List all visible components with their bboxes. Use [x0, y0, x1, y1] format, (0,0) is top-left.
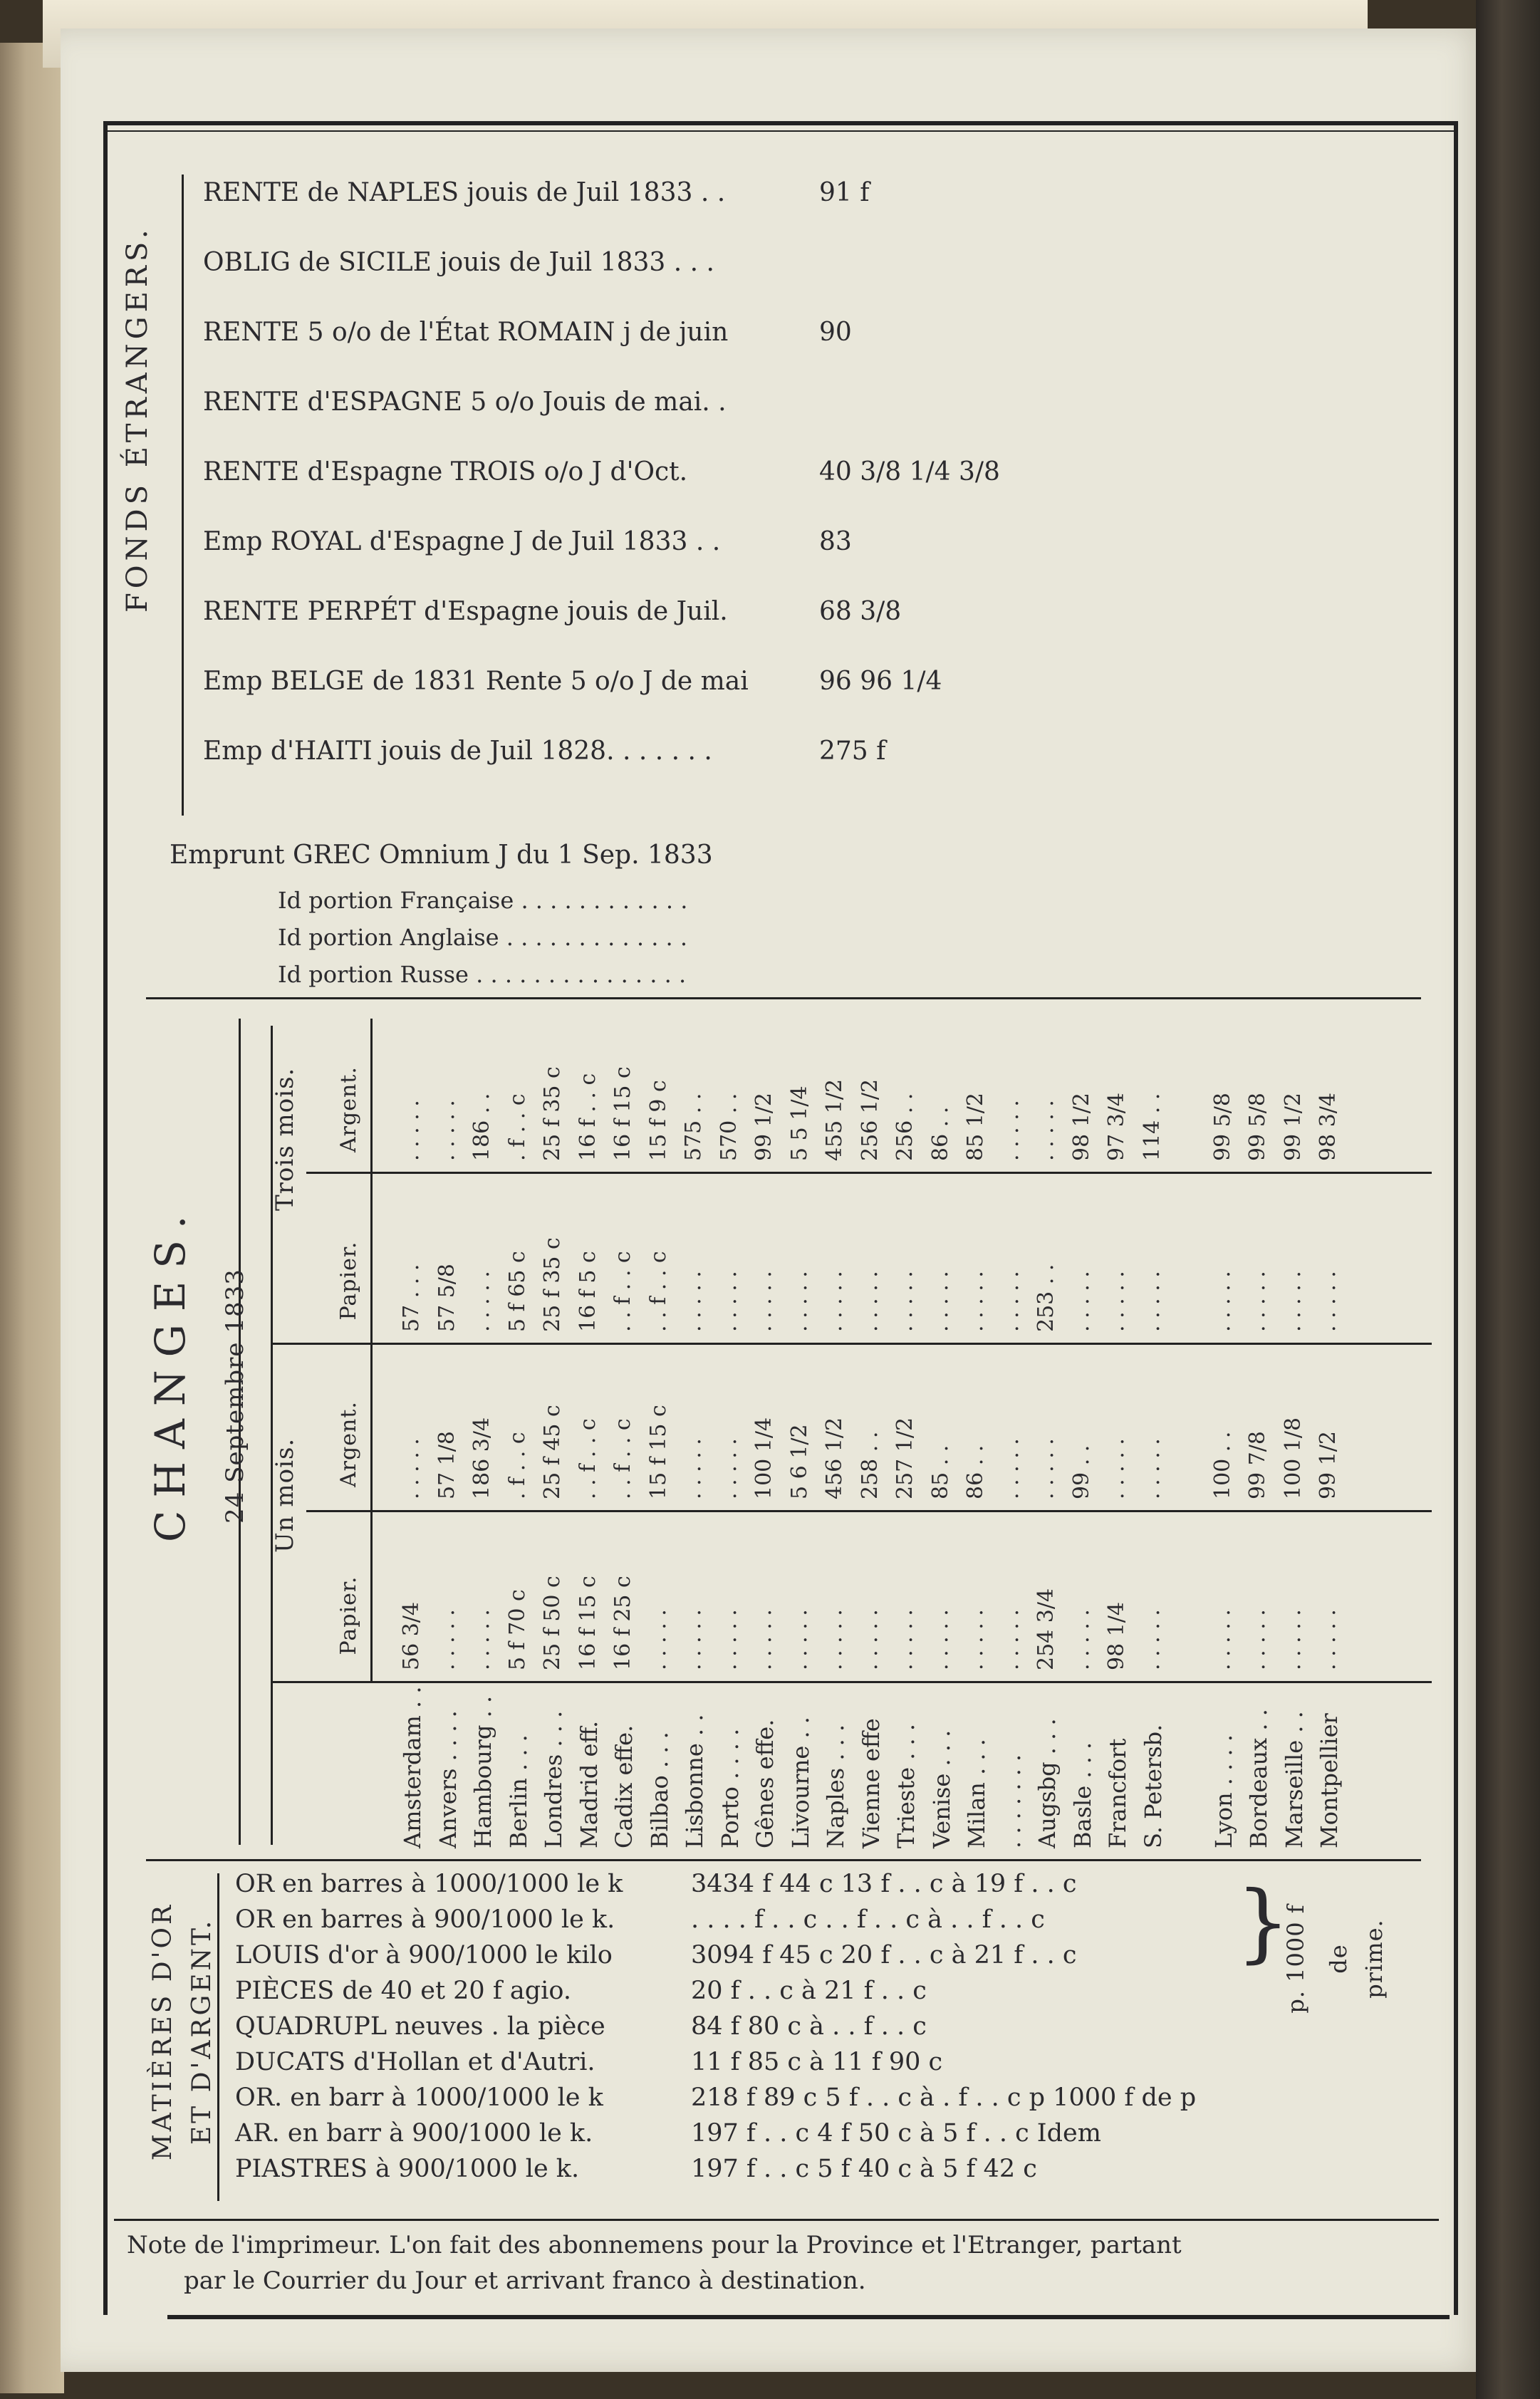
trois-mois-papier-cell: . . . . .	[1245, 1271, 1270, 1332]
fonds-row-label: RENTE d'Espagne TROIS o/o J d'Oct.	[203, 457, 688, 486]
fonds-row-label: OBLIG de SICILE jouis de Juil 1833 . . .	[203, 248, 714, 277]
changes-city: Francfort	[1104, 1738, 1131, 1848]
changes-date: 24 Septembre 1833	[221, 1269, 249, 1524]
un-mois-papier-cell: . . . . .	[1245, 1609, 1270, 1670]
un-mois-argent-cell: 25 f 45 c	[540, 1405, 565, 1499]
trois-mois-argent-cell: . . . . .	[399, 1100, 424, 1161]
changes-city: Livourne . .	[786, 1717, 814, 1848]
un-mois-papier-cell: 98 1/4	[1104, 1602, 1129, 1670]
trois-mois-argent-cell: . . . . .	[434, 1100, 459, 1161]
changes-city: Bilbao . . .	[645, 1732, 673, 1848]
trois-mois-papier-cell: . . . . .	[998, 1271, 1024, 1332]
changes-city: Naples . . .	[822, 1724, 849, 1848]
changes-label: CHANGES.	[146, 1202, 194, 1542]
changes-city: S. Petersb.	[1139, 1724, 1167, 1848]
un-mois-argent-cell: . . . . .	[716, 1438, 742, 1499]
changes-city: Basle . . .	[1068, 1742, 1096, 1848]
trois-mois-papier-cell: 5 f 65 c	[504, 1251, 530, 1332]
trois-mois-papier-cell: 57 5/8	[434, 1264, 459, 1332]
un-mois-papier-cell: . . . . .	[927, 1609, 953, 1670]
prime-note-1: p. 1000 f	[1282, 1904, 1309, 2014]
un-mois-argent-cell: 99 1/2	[1316, 1431, 1341, 1499]
un-mois-papier-cell: . . . . .	[963, 1609, 988, 1670]
book-page-edges	[0, 43, 64, 2393]
un-mois-argent-cell: 100 1/8	[1280, 1417, 1306, 1499]
un-mois-argent-label: Argent.	[336, 1401, 361, 1487]
trois-mois-argent-cell: 99 5/8	[1245, 1093, 1270, 1161]
un-mois-papier-cell: . . . . .	[893, 1609, 917, 1670]
fonds-row-label: RENTE d'ESPAGNE 5 o/o Jouis de mai. .	[203, 387, 727, 417]
trois-mois-papier-cell: . . . . .	[1209, 1271, 1235, 1332]
un-mois-argent-cell: . . . . .	[998, 1438, 1024, 1499]
un-mois-papier-cell: . . . . .	[857, 1609, 883, 1670]
matieres-label-2: ET D'ARGENT.	[187, 1917, 217, 2145]
trois-mois-argent-cell: . f . . c	[504, 1093, 530, 1161]
fonds-row-value: 91 f	[819, 178, 870, 207]
trois-mois-papier-cell: . . . . .	[857, 1271, 883, 1332]
un-mois-argent-cell: . . f . . c	[575, 1418, 600, 1499]
un-mois-argent-cell: . f . . c	[504, 1432, 530, 1499]
trois-mois-argent-cell: 85 1/2	[963, 1093, 988, 1161]
fonds-row-label: RENTE de NAPLES jouis de Juil 1833 . .	[203, 178, 726, 207]
matieres-row-value: 197 f . . c 4 f 50 c à 5 f . . c Idem	[691, 2119, 1101, 2148]
trois-mois-papier-cell: . . . . .	[469, 1271, 494, 1332]
trois-mois-papier-cell: . . . . .	[963, 1271, 988, 1332]
trois-mois-papier-cell: 25 f 35 c	[540, 1237, 565, 1332]
fonds-row	[203, 527, 852, 556]
fonds-row-label: RENTE 5 o/o de l'État ROMAIN j de juin	[203, 318, 729, 347]
changes-city: Vienne effe	[857, 1718, 885, 1848]
changes-matieres-separator	[146, 1859, 1421, 1861]
trois-mois-argent-cell: 16 f 15 c	[610, 1066, 635, 1161]
trois-mois-argent-cell: 15 f 9 c	[645, 1080, 671, 1161]
matieres-divider	[217, 1873, 219, 2201]
trois-mois-papier-cell: . . . . .	[1280, 1271, 1306, 1332]
un-mois-argent-cell: 57 1/8	[434, 1431, 459, 1499]
fonds-row	[203, 457, 1000, 486]
un-mois-papier-cell: 16 f 25 c	[610, 1576, 635, 1670]
matieres-row-label: OR en barres à 900/1000 le k.	[235, 1905, 615, 1934]
fonds-row-label: RENTE PERPÉT d'Espagne jouis de Juil.	[203, 597, 728, 626]
un-mois-papier-cell: . . . . .	[1316, 1609, 1341, 1670]
un-mois-argent-cell: . . . . .	[399, 1438, 424, 1499]
trois-mois-label: Trois mois.	[271, 1067, 299, 1211]
matieres-row-value: 218 f 89 c 5 f . . c à . f . . c p 1000 f de p	[691, 2083, 1197, 2112]
trois-mois-papier-cell: . . . . .	[786, 1271, 812, 1332]
trois-mois-papier-cell: . . . . .	[1139, 1271, 1165, 1332]
matieres-row-value: 20 f . . c à 21 f . . c	[691, 1977, 927, 2005]
changes-city: Amsterdam . .	[399, 1686, 426, 1848]
fonds-row-value: 83	[819, 527, 852, 556]
changes-city: Londres . . .	[540, 1710, 567, 1848]
note-separator	[114, 2219, 1439, 2221]
un-mois-papier-cell: . . . . .	[1280, 1609, 1306, 1670]
un-mois-argent-cell: 186 3/4	[469, 1417, 494, 1499]
fonds-row	[203, 597, 902, 626]
fonds-row-label: Emp BELGE de 1831 Rente 5 o/o J de mai	[203, 667, 749, 696]
fonds-row-value: 40 3/8 1/4 3/8	[819, 457, 1000, 486]
trois-mois-papier-cell: . . . . .	[927, 1271, 953, 1332]
fonds-row-value: 96 96 1/4	[819, 667, 942, 696]
un-mois-papier-cell: . . . . .	[751, 1609, 776, 1670]
matieres-row-label: PIÈCES de 40 et 20 f agio.	[235, 1977, 571, 2005]
changes-city: Cadix effe.	[610, 1724, 638, 1848]
matieres-row-value: 197 f . . c 5 f 40 c à 5 f 42 c	[691, 2155, 1037, 2183]
matieres-row-value: 84 f 80 c à . . f . . c	[691, 2012, 927, 2041]
changes-city: Augsbg . . .	[1034, 1718, 1061, 1848]
matieres-label-1: MATIÈRES D'OR	[148, 1902, 177, 2161]
changes-city: Madrid eff.	[575, 1720, 603, 1848]
label-column-divider	[370, 1019, 373, 1681]
un-mois-argent-cell: 86 . .	[963, 1445, 988, 1499]
matieres-row-label: OR. en barr à 1000/1000 le k	[235, 2083, 603, 2112]
trois-mois-papier-cell: . . . . .	[822, 1271, 847, 1332]
changes-city: . . . . . . .	[998, 1754, 1026, 1848]
fonds-row-value: 90	[819, 318, 852, 347]
un-mois-argent-cell: 100 . .	[1209, 1431, 1235, 1499]
changes-city: Marseille . .	[1280, 1711, 1308, 1848]
trois-mois-papier-cell: . . . . .	[893, 1271, 917, 1332]
changes-city: Lisbonne . .	[681, 1714, 708, 1848]
trois-mois-argent-cell: . . . . .	[1034, 1100, 1058, 1161]
matieres-row-value: 11 f 85 c à 11 f 90 c	[691, 2048, 943, 2076]
fonds-row-label: Emp d'HAITI jouis de Juil 1828. . . . . . .	[203, 737, 712, 766]
changes-city: Bordeaux . .	[1245, 1709, 1272, 1848]
un-mois-argent-cell: 85 . .	[927, 1445, 953, 1499]
matieres-row-label: AR. en barr à 900/1000 le k.	[235, 2119, 593, 2148]
matieres-row-label: LOUIS d'or à 900/1000 le kilo	[235, 1941, 613, 1969]
changes-city: Berlin . . .	[504, 1734, 532, 1848]
fonds-row	[203, 318, 852, 347]
trois-mois-argent-cell: 98 3/4	[1316, 1093, 1341, 1161]
un-mois-argent-cell: 99 7/8	[1245, 1431, 1270, 1499]
trois-mois-argent-cell: 99 5/8	[1209, 1093, 1235, 1161]
un-mois-argent-cell: 456 1/2	[822, 1417, 847, 1499]
un-mois-argent-cell: . . f . . c	[610, 1418, 635, 1499]
un-mois-papier-cell: . . . . .	[681, 1609, 706, 1670]
un-mois-papier-cell: . . . . .	[434, 1609, 459, 1670]
changes-city: Trieste . . .	[893, 1723, 920, 1848]
trois-mois-papier-cell: . . . . .	[751, 1271, 776, 1332]
trois-mois-papier-cell: 57 . . .	[399, 1264, 424, 1332]
trois-mois-papier-label: Papier.	[336, 1241, 361, 1321]
trois-mois-papier-cell: 16 f 5 c	[575, 1251, 600, 1332]
un-mois-argent-cell: 257 1/2	[893, 1417, 917, 1499]
prime-note-3: prime.	[1360, 1919, 1388, 1999]
prime-note-2: de	[1325, 1944, 1352, 1974]
trois-un-divider	[271, 1343, 1432, 1345]
changes-city: Gênes effe.	[751, 1719, 779, 1848]
matieres-row-label: OR en barres à 1000/1000 le k	[235, 1870, 623, 1898]
un-mois-argent-cell: 15 f 15 c	[645, 1405, 671, 1499]
printer-note-line2: par le Courrier du Jour et arrivant franco à destination.	[184, 2267, 866, 2295]
argent-papier-1m-divider	[306, 1510, 1432, 1512]
trois-mois-argent-cell: 256 . .	[893, 1093, 917, 1161]
grec-portion-line: Id portion Française . . . . . . . . . . . .	[278, 887, 688, 914]
fonds-divider	[182, 175, 184, 816]
book-binding	[1476, 0, 1540, 2399]
trois-mois-argent-cell: 16 f . . c	[575, 1073, 600, 1161]
trois-mois-argent-cell: 575 . .	[681, 1093, 706, 1161]
un-mois-papier-cell: 16 f 15 c	[575, 1576, 600, 1670]
changes-city: Porto . . . .	[716, 1728, 744, 1848]
un-mois-argent-cell: 100 1/4	[751, 1417, 776, 1499]
trois-mois-papier-cell: . . f . . c	[610, 1251, 635, 1332]
fonds-row-value: 275 f	[819, 737, 886, 766]
matieres-row-label: DUCATS d'Hollan et d'Autri.	[235, 2048, 595, 2076]
un-mois-papier-cell: . . . . .	[822, 1609, 847, 1670]
trois-mois-papier-cell: . . . . .	[716, 1271, 742, 1332]
un-mois-argent-cell: 5 6 1/2	[786, 1424, 812, 1499]
fonds-row-value: 68 3/8	[819, 597, 902, 626]
trois-mois-argent-cell: 99 1/2	[751, 1093, 776, 1161]
trois-mois-papier-cell: . . . . .	[1068, 1271, 1094, 1332]
trois-mois-papier-cell: . . f . . c	[645, 1251, 671, 1332]
matieres-row-value: . . . . f . . c . . f . . c à . . f . . c	[691, 1905, 1045, 1934]
prime-brace: }	[1236, 1873, 1291, 1972]
un-mois-argent-cell: . . . . .	[681, 1438, 706, 1499]
grec-portion-line: Id portion Russe . . . . . . . . . . . . . . .	[278, 961, 687, 988]
changes-city: Montpellier	[1316, 1713, 1343, 1848]
top-rule-thin	[103, 130, 1454, 132]
grec-portion-line: Id portion Anglaise . . . . . . . . . . . . .	[278, 924, 688, 951]
trois-mois-argent-cell: 114 . .	[1139, 1093, 1165, 1161]
changes-city: Lyon . . . .	[1209, 1734, 1237, 1848]
trois-mois-argent-cell: 5 5 1/4	[786, 1086, 812, 1161]
trois-mois-argent-cell: . . . . .	[998, 1100, 1024, 1161]
un-mois-papier-cell: . . . . .	[716, 1609, 742, 1670]
un-mois-papier-cell: . . . . .	[1139, 1609, 1165, 1670]
fonds-row	[203, 178, 870, 207]
trois-mois-argent-cell: 99 1/2	[1280, 1093, 1306, 1161]
trois-mois-argent-cell: 186 . .	[469, 1093, 494, 1161]
trois-mois-argent-cell: 455 1/2	[822, 1078, 847, 1161]
trois-mois-argent-cell: 570 . .	[716, 1093, 742, 1161]
un-mois-papier-cell: 25 f 50 c	[540, 1576, 565, 1670]
un-mois-papier-cell: . . . . .	[1209, 1609, 1235, 1670]
trois-mois-argent-cell: 256 1/2	[857, 1078, 883, 1161]
un-mois-papier-cell: . . . . .	[786, 1609, 812, 1670]
trois-mois-argent-cell: 97 3/4	[1104, 1093, 1129, 1161]
values-cities-divider	[271, 1681, 1432, 1683]
un-mois-papier-cell: . . . . .	[645, 1609, 671, 1670]
trois-mois-argent-cell: 25 f 35 c	[540, 1066, 565, 1161]
un-mois-argent-cell: 258 . .	[857, 1431, 883, 1499]
top-rule	[103, 121, 1454, 125]
un-mois-papier-cell: 5 f 70 c	[504, 1589, 530, 1670]
trois-mois-argent-cell: 86 . .	[927, 1106, 953, 1161]
fonds-etrangers-label: FONDS ÉTRANGERS.	[121, 225, 154, 613]
trois-mois-papier-cell: . . . . .	[1316, 1271, 1341, 1332]
bottom-rule	[167, 2315, 1450, 2319]
fonds-row	[203, 387, 727, 417]
un-mois-papier-cell: . . . . .	[998, 1609, 1024, 1670]
fonds-row-label: Emp ROYAL d'Espagne J de Juil 1833 . .	[203, 527, 721, 556]
trois-mois-papier-cell: . . . . .	[1104, 1271, 1129, 1332]
un-mois-argent-cell: . . . . .	[1034, 1438, 1058, 1499]
changes-city: Anvers . . . .	[434, 1710, 462, 1848]
un-mois-argent-cell: . . . . .	[1104, 1438, 1129, 1499]
un-mois-argent-cell: . . . . .	[1139, 1438, 1165, 1499]
trois-mois-argent-label: Argent.	[336, 1066, 361, 1152]
trois-mois-papier-cell: 253 . .	[1034, 1264, 1058, 1332]
trois-mois-argent-cell: 98 1/2	[1068, 1093, 1094, 1161]
un-mois-label: Un mois.	[271, 1437, 299, 1553]
argent-papier-3m-divider	[306, 1172, 1432, 1174]
un-mois-papier-cell: 56 3/4	[399, 1602, 424, 1670]
un-mois-papier-cell: . . . . .	[1068, 1609, 1094, 1670]
trois-mois-papier-cell: . . . . .	[681, 1271, 706, 1332]
matieres-row-label: PIASTRES à 900/1000 le k.	[235, 2155, 580, 2183]
changes-city: Venise . . .	[927, 1729, 955, 1848]
matieres-row-label: QUADRUPL neuves . la pièce	[235, 2012, 605, 2041]
un-mois-papier-cell: 254 3/4	[1034, 1588, 1058, 1670]
fonds-row	[203, 737, 886, 766]
grec-title: Emprunt GREC Omnium J du 1 Sep. 1833	[170, 841, 713, 870]
matieres-row-value: 3094 f 45 c 20 f . . c à 21 f . . c	[691, 1941, 1077, 1969]
matieres-row-value: 3434 f 44 c 13 f . . c à 19 f . . c	[691, 1870, 1077, 1898]
changes-city: Milan . . .	[963, 1739, 990, 1848]
printer-note-line1: Note de l'imprimeur. L'on fait des abonnemens pour la Province et l'Etranger, partant	[127, 2231, 1182, 2259]
un-mois-papier-cell: . . . . .	[469, 1609, 494, 1670]
changes-city: Hambourg . .	[469, 1695, 496, 1848]
fonds-row	[203, 667, 942, 696]
fonds-changes-separator	[146, 997, 1421, 999]
fonds-row	[203, 248, 714, 277]
un-mois-papier-label: Papier.	[336, 1576, 361, 1655]
un-mois-argent-cell: 99 . .	[1068, 1445, 1094, 1499]
